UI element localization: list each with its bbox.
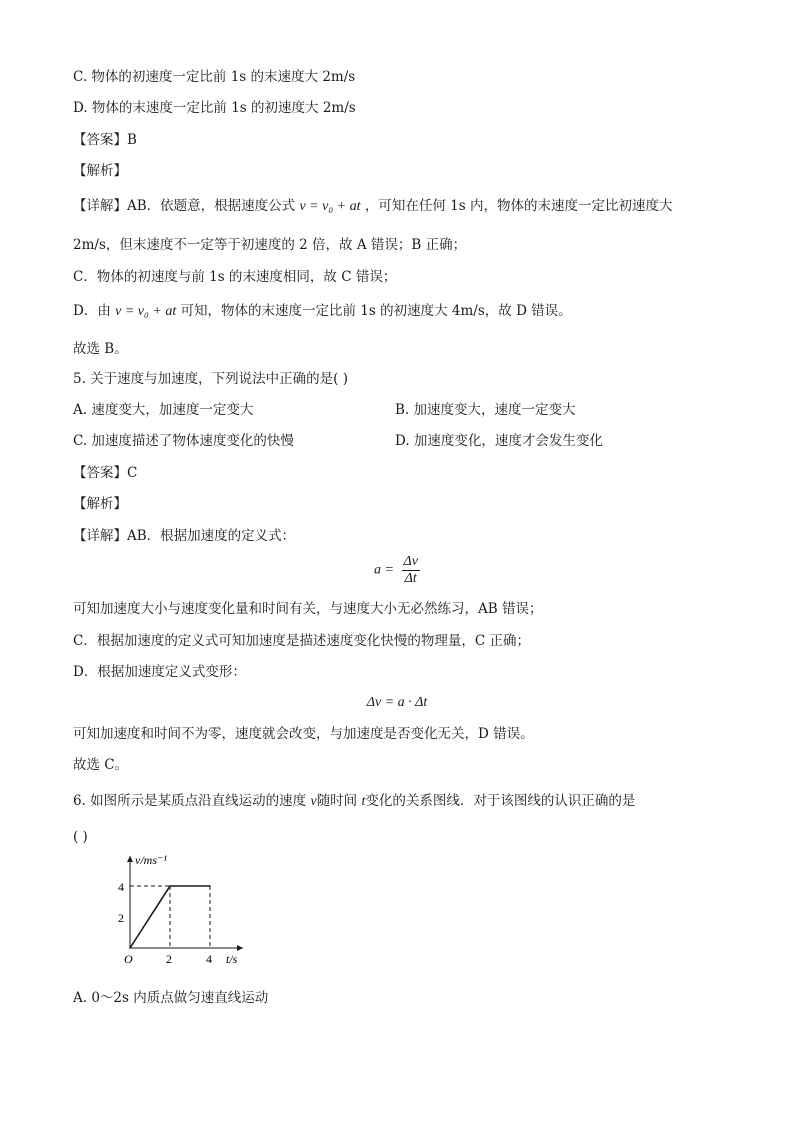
- detail-line: C．物体的初速度与前 1s 的末速度相同，故 C 错误；: [73, 269, 397, 285]
- data-point: [209, 885, 211, 887]
- delta-v-formula: Δv = a · Δt: [366, 695, 428, 710]
- answer-label: 【答案】B: [73, 132, 137, 148]
- q5-option-a: A. 速度变大，加速度一定变大: [73, 402, 254, 418]
- detail-line: 可知加速度和时间不为零，速度就会改变，与加速度是否变化无关，D 错误。: [73, 726, 534, 742]
- velocity-formula: v = v₀ + at: [115, 304, 177, 319]
- detail-text: 可知，物体的末速度一定比前 1s 的初速度大 4m/s，故 D 错误。: [180, 303, 572, 319]
- analysis-label: 【解析】: [73, 163, 127, 179]
- y-axis-label: v/ms⁻¹: [135, 853, 167, 867]
- acceleration-formula: [0, 554, 794, 587]
- answer-label: 【答案】C: [73, 465, 138, 481]
- conclusion-line: 故选 B。: [73, 341, 128, 357]
- detail-text: 【详解】AB．依题意，根据速度公式: [73, 198, 296, 214]
- x-axis-label: t/s: [226, 952, 238, 966]
- q5-option-b: B. 加速度变大，速度一定变大: [395, 402, 576, 418]
- origin-label: O: [124, 952, 133, 966]
- data-point: [129, 947, 131, 949]
- detail-text: D．由: [73, 303, 111, 319]
- q5-option-d: D. 加速度变化，速度才会发生变化: [395, 433, 603, 449]
- answer-parentheses: ( ): [73, 829, 88, 845]
- x-tick-label: 4: [206, 952, 212, 966]
- data-point: [169, 885, 171, 887]
- stem-text: 6. 如图所示是某质点沿直线运动的速度: [73, 793, 311, 809]
- detail-line: [73, 302, 572, 321]
- velocity-time-graph: [110, 848, 260, 970]
- formula-lhs: a =: [374, 562, 394, 578]
- formula-numerator: Δv: [403, 554, 418, 569]
- detail-line: D．根据加速度定义式变形：: [73, 664, 246, 680]
- question-6-stem: [73, 792, 635, 811]
- detail-line: C．根据加速度的定义式可知加速度是描述速度变化快慢的物理量，C 正确；: [73, 633, 530, 649]
- detail-line: [73, 197, 672, 216]
- q5-option-c: C. 加速度描述了物体速度变化的快慢: [73, 433, 294, 449]
- stem-text: 变化的关系图线．对于该图线的认识正确的是: [365, 793, 636, 809]
- x-tick-label: 2: [166, 952, 172, 966]
- stem-text: 随时间: [316, 793, 362, 809]
- stem-var-t: t: [361, 794, 366, 809]
- conclusion-line: 故选 C。: [73, 757, 129, 773]
- series-segment: [130, 886, 170, 948]
- option-c-text: C. 物体的初速度一定比前 1s 的末速度大 2m/s: [73, 69, 356, 85]
- detail-line: 2m/s，但末速度不一定等于初速度的 2 倍，故 A 错误；B 正确；: [73, 237, 467, 253]
- question-5-stem: 5. 关于速度与加速度，下列说法中正确的是( ): [73, 371, 348, 387]
- y-tick-label: 2: [118, 911, 124, 925]
- stem-var-v: v: [310, 794, 317, 809]
- y-tick-label: 4: [118, 880, 124, 894]
- analysis-label: 【解析】: [73, 496, 127, 512]
- velocity-formula: v = v₀ + at: [299, 199, 361, 214]
- detail-line: 可知加速度大小与速度变化量和时间有关，与速度大小无必然练习，AB 错误；: [73, 601, 543, 617]
- option-d-text: D. 物体的末速度一定比前 1s 的初速度大 2m/s: [73, 100, 356, 116]
- formula-fraction: [402, 554, 420, 587]
- formula-denominator: Δt: [404, 571, 417, 586]
- detail-text: ，可知在任何 1s 内，物体的末速度一定比初速度大: [364, 198, 673, 214]
- detail-line: 【详解】AB．根据加速度的定义式：: [73, 528, 296, 544]
- q6-option-a: A. 0～2s 内质点做匀速直线运动: [73, 990, 269, 1006]
